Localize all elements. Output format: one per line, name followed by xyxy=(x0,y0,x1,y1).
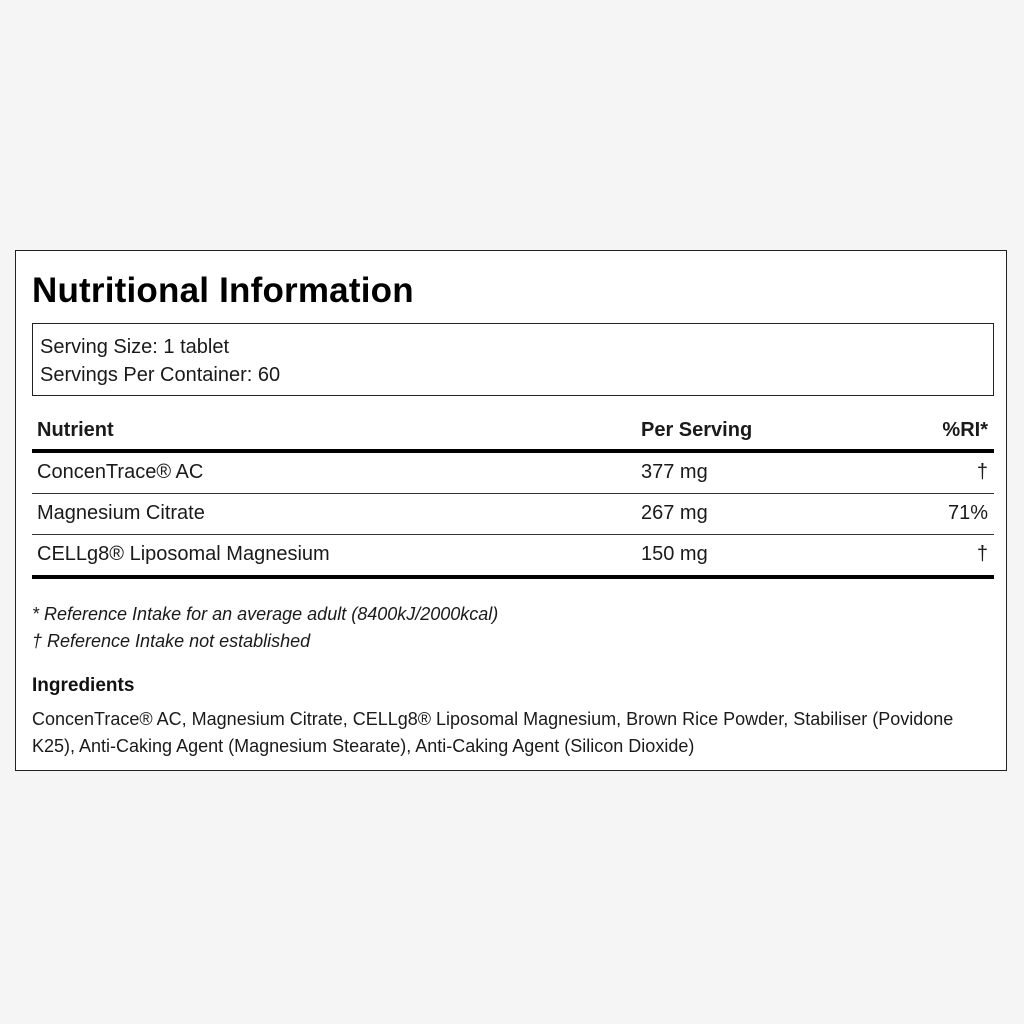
nutrient-amount: 150 mg xyxy=(641,543,708,565)
header-ri: %RI* xyxy=(942,419,988,441)
page-title: Nutritional Information xyxy=(32,271,414,310)
header-nutrient: Nutrient xyxy=(37,419,114,441)
ingredients-heading: Ingredients xyxy=(32,675,135,696)
servings-per-container: Servings Per Container: 60 xyxy=(40,364,281,386)
table-row xyxy=(32,494,994,535)
table-row xyxy=(32,535,994,579)
nutrient-name: Magnesium Citrate xyxy=(37,502,205,524)
serving-info-box xyxy=(32,323,994,396)
footnote-reference-intake: * Reference Intake for an average adult (8400kJ/2000kcal) xyxy=(32,604,499,624)
nutrition-panel xyxy=(15,250,1007,771)
nutrient-ri: † xyxy=(976,461,988,483)
nutrient-ri: † xyxy=(976,543,988,565)
nutrient-ri: 71% xyxy=(947,502,988,524)
nutrient-name: ConcenTrace® AC xyxy=(37,461,204,483)
nutrient-amount: 377 mg xyxy=(641,461,708,483)
ingredients-text: ConcenTrace® AC, Magnesium Citrate, CELLg8® Liposomal Magnesium, Brown Rice Powder, Stabiliser (Povidone K25), Anti-Caking Agent (Magnesium Stearate), Anti-Caking Agent (Silicon Dioxide) xyxy=(32,709,954,756)
nutrient-name: CELLg8® Liposomal Magnesium xyxy=(37,543,330,565)
nutrient-table xyxy=(32,411,994,579)
table-row xyxy=(32,453,994,494)
serving-size: Serving Size: 1 tablet xyxy=(40,336,229,358)
header-per-serving: Per Serving xyxy=(641,419,753,441)
footnotes xyxy=(32,601,498,655)
nutrient-amount: 267 mg xyxy=(641,502,708,524)
table-header-row xyxy=(32,411,994,453)
footnote-not-established: † Reference Intake not established xyxy=(32,631,311,651)
